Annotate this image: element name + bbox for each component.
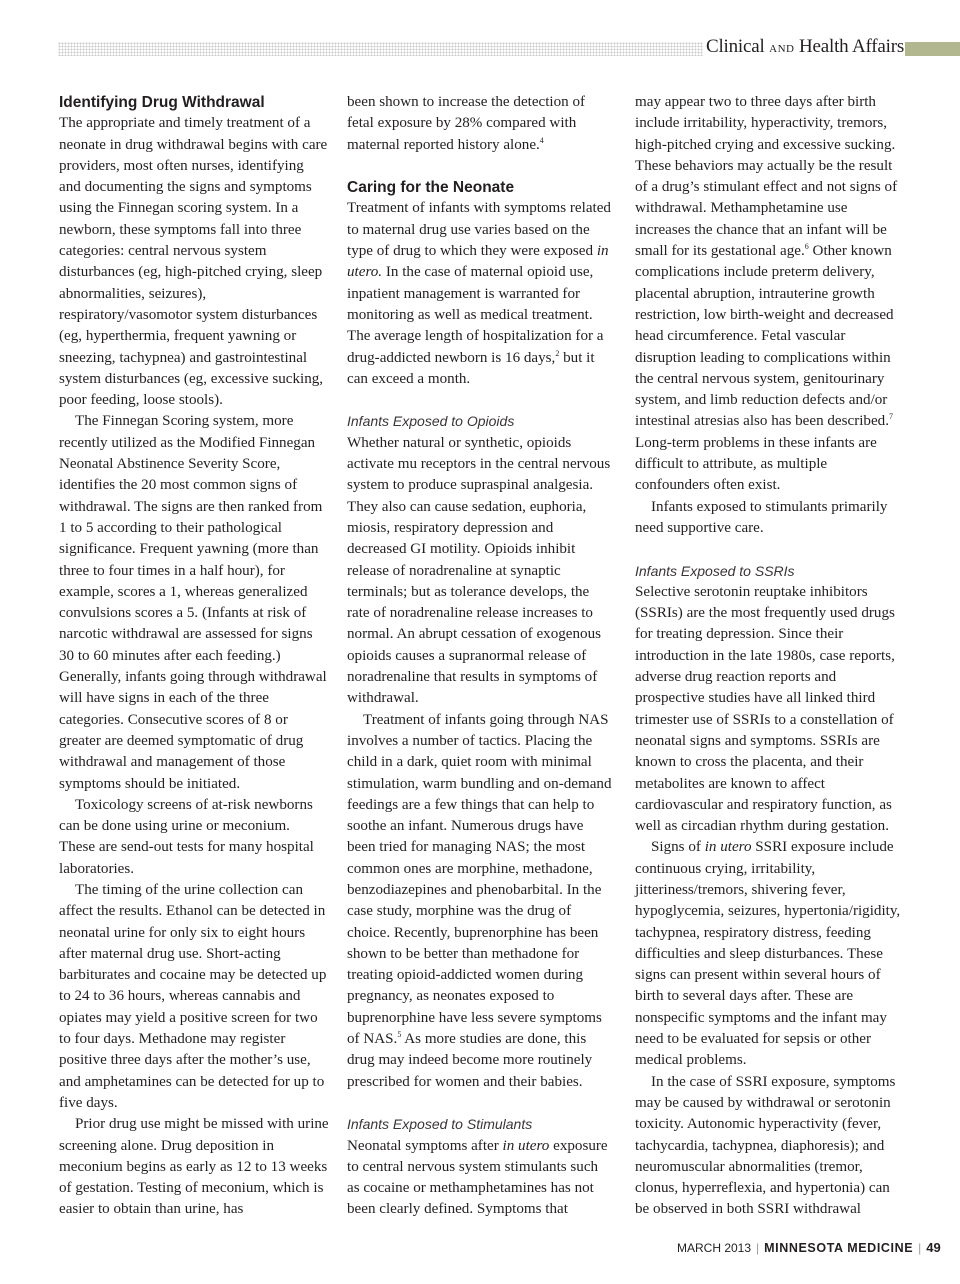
running-head-clinical: Clinical xyxy=(706,36,765,57)
subheading-stimulants: Infants Exposed to Stimulants xyxy=(347,1116,533,1133)
running-head-health-affairs: Health Affairs xyxy=(799,36,905,57)
paragraph: Treatment of infants going through NAS involves a number of tactics. Placing the child in a dark, quiet room with minimal stimulation, warm bundling and on-demand feedings are a few things that can help to soothe an infant. Numerous drugs have been tried for managing NAS; the most common ones are morphine, methadone, benzodiazepines and phenobarbital. In the case study, morphine was the drug of choice. Recently, buprenorphine has been shown to be better than methadone for treating opioid-addicted women during pregnancy, as neonates exposed to buprenorphine have less severe symptoms of NAS.$^5$ As more studies are done, this drug may indeed become more routinely prescribed for women and their babies. xyxy=(347,711,612,1090)
paragraph: Signs of in utero SSRI exposure include continuous crying, irritability, jitteriness/tremors, shivering fever, hypoglycemia, seizures, hypertonia/rigidity, tachypnea, respiratory distress, feeding difficulties and sleep disturbances. These signs can present within several hours of birth to several days after. These are nonspecific symptoms and the infant may need to be evaluated for sepsis or other medical problems. xyxy=(635,839,901,1069)
paragraph: Toxicology screens of at-risk newborns can be done using urine or meconium. These are send-out tests for many hospital laboratories. xyxy=(59,796,314,877)
header-dot-rule xyxy=(58,42,703,56)
subheading-opioids: Infants Exposed to Opioids xyxy=(347,413,515,430)
heading-caring-for-the-neonate: Caring for the Neonate xyxy=(347,179,515,197)
paragraph: The timing of the urine collection can affect the results. Ethanol can be detected in neonatal urine for only six to eight hours after maternal drug use. Short-acting barbiturates and cocaine may be detected up to 24 to 36 hours, whereas cannabis and opiates may yield a positive screen for two to four days. Methadone may register positive three days after the mother’s use, and amphetamines can be detected for up to five days. xyxy=(59,881,327,1111)
paragraph: Selective serotonin reuptake inhibitors (SSRIs) are the most frequently used drugs for treating depression. Since their introduction in the late 1980s, case reports, adverse drug reaction reports and prospective studies have all linked third trimester use of SSRIs to a constellation of neonatal signs and symptoms. SSRIs are known to cross the placenta, and their metabolites are known to affect cardiovascular and respiratory function, as well as circadian rhythm during gestation. xyxy=(635,583,895,835)
reference-2: 2 xyxy=(555,348,560,358)
page-footer: MARCH 2013 | MINNESOTA MEDICINE | 49 xyxy=(677,1240,941,1255)
footer-date: MARCH 2013 xyxy=(677,1241,752,1255)
page-number: 49 xyxy=(926,1240,941,1255)
subheading-ssris: Infants Exposed to SSRIs xyxy=(635,562,795,579)
header-accent-bar xyxy=(905,42,960,56)
column-2 xyxy=(347,92,613,1221)
column-3 xyxy=(635,92,905,1221)
paragraph: may appear two to three days after birth include irritability, hyperactivity, tremors, high-pitched crying and excessive sucking. These behaviors may actually be the result of a drug’s stimulant effect and not signs of withdrawal. Methamphetamine use increases the chance that an infant will be small for its gestational age.$^6$ Other known complications include preterm delivery, placental abruption, intrauterine growth restriction, low birth-weight and decreased head circumference. Fetal vascular disruption leading to complications within the central nervous system, genitourinary system, and limb reduction defects and/or intestinal atresias also has been described.$^7$ Long-term problems in these infants are difficult to attribute, as multiple confounders often exist. xyxy=(635,94,898,494)
heading-identifying-drug-withdrawal: Identifying Drug Withdrawal xyxy=(59,94,265,111)
running-head xyxy=(706,36,904,58)
reference-7: 7 xyxy=(889,412,893,422)
paragraph: In the case of SSRI exposure, symptoms may be caused by withdrawal or serotonin toxicity. Autonomic hyperactivity (fever, tachycardia, tachypnea, diaphoresis); and neuromuscular abnormalities (tremor, clonus, hyperreflexia, and hypertonia) can be observed in both SSRI withdrawal xyxy=(635,1073,896,1218)
running-head-and: AND xyxy=(769,43,795,55)
paragraph: Treatment of infants with symptoms related to maternal drug use varies based on the type of drug to which they were exposed in utero. In the case of maternal opioid use, inpatient management is warranted for monitoring as well as medical treatment. The average length of hospitalization for a drug-addicted newborn is 16 days,$^2$ but it can exceed a month. xyxy=(347,200,611,387)
paragraph: Prior drug use might be missed with urine screening alone. Drug deposition in meconium begins as early as 12 to 13 weeks of gestation. Testing of meconium, which is easier to obtain than urine, has xyxy=(59,1116,329,1218)
reference-5: 5 xyxy=(397,1030,402,1040)
paragraph: Whether natural or synthetic, opioids activate mu receptors in the central nervous system to produce supraspinal analgesia. They also can cause sedation, euphoria, miosis, respiratory depression and decreased GI motility. Opioids inhibit release of noradrenaline at synaptic terminals; but as tolerance develops, the rate of noradrenaline release increases to normal. An abrupt cessation of exogenous opioids causes a supranormal release of noradrenaline that results in symptoms of withdrawal. xyxy=(347,434,611,707)
column-1 xyxy=(59,92,329,1221)
paragraph: The Finnegan Scoring system, more recently utilized as the Modified Finnegan Neonatal Abstinence Severity Score, identifies the 20 most common signs of withdrawal. The signs are then ranked from 1 to 5 according to their pathological significance. Frequent yawning (more than three to four times in a half hour), for example, scores a 1, whereas generalized convulsions scores a 5. (Infants at risk of narcotic withdrawal are assessed for signs 30 to 60 minutes after each feeding.) Generally, infants going through withdrawal will have signs in each of the three categories. Consecutive scores of 8 or greater are deemed symptomatic of drug withdrawal and management of those symptoms should be initiated. xyxy=(59,413,327,792)
paragraph: Infants exposed to stimulants primarily need supportive care. xyxy=(635,498,888,536)
paragraph: been shown to increase the detection of fetal exposure by 28% compared with maternal reported history alone.$^4$ xyxy=(347,94,586,153)
footer-publication: MINNESOTA MEDICINE xyxy=(764,1241,914,1255)
paragraph: The appropriate and timely treatment of a neonate in drug withdrawal begins with care providers, most often nurses, identifying and documenting the signs and symptoms using the Finnegan scoring system. In a newborn, these symptoms fall into three categories: central nervous system disturbances (eg, high-pitched crying, sleep abnormalities, seizures), respiratory/vasomotor system disturbances (eg, hyperthermia, frequent yawning or sneezing, tachypnea) and gastrointestinal system disturbances (eg, excessive sucking, poor feeding, loose stools). xyxy=(59,115,328,409)
paragraph: Neonatal symptoms after in utero exposure to central nervous system stimulants such as cocaine or methamphetamines has not been clearly defined. Symptoms that xyxy=(347,1137,608,1218)
reference-6: 6 xyxy=(804,242,809,252)
reference-4: 4 xyxy=(539,135,544,145)
